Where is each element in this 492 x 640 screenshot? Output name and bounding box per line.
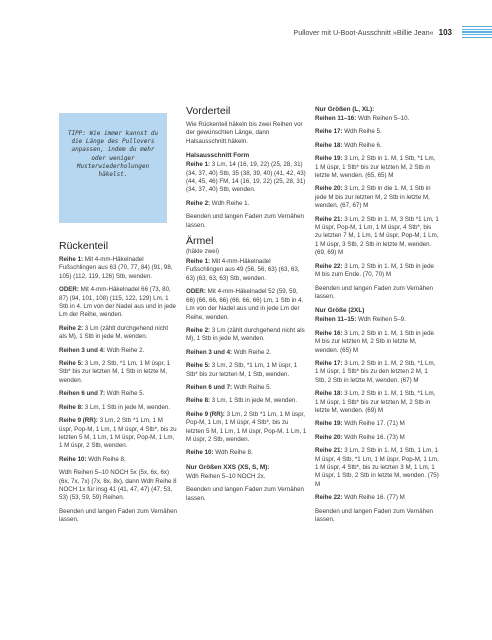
paragraph: Reihe 10: Wdh Reihe 8. bbox=[59, 455, 126, 463]
column-large-sizes bbox=[315, 106, 439, 529]
section-heading-sleeve: Ärmel bbox=[186, 235, 214, 248]
tip-box bbox=[59, 113, 167, 223]
column-back-piece bbox=[59, 240, 177, 530]
paragraph: Reihe 9 (RR): 3 Lm, 2 Stb *1 Lm, 1 M üspr, Pop-M, 1 Lm, 1 M üspr, 4 Stb*, bis zu letzten 5 M, 1 Lm, 1 M üspr, Pop-M, 1 Lm, 1 M üspr, 2 Stb, wenden. bbox=[186, 410, 307, 443]
paragraph: Reihe 1: Mit 4-mm-Häkelnadel Fußschlingen aus 49 (56, 56, 63) (63, 63, 63) (63, 63, 63) Stb, wenden. bbox=[186, 258, 300, 282]
paragraph: Reihe 20: 3 Lm, 2 Stb in die 1. M, 1 Stb in jede M bis zur letzten M, 2 Stb in letzte M, wenden. (67, 67) M bbox=[315, 185, 431, 210]
paragraph: Reihen 6 und 7: Wdh Reihe 5. bbox=[59, 390, 145, 398]
sub-heading-sizes-xxs-m: Nur Größen XXS (XS, S, M): bbox=[186, 463, 270, 471]
paragraph: Beenden und langen Faden zum Vernähen lassen. bbox=[59, 507, 177, 524]
section-heading-front: Vorderteil bbox=[186, 105, 231, 117]
sub-heading-size-2xl: Nur Größe (2XL) bbox=[315, 307, 365, 315]
running-header bbox=[246, 28, 452, 37]
sub-heading-sizes-l-xl: Nur Größen (L, XL): bbox=[315, 106, 375, 113]
paragraph: Reihe 21: 3 Lm, 2 Stb in 1. M, 3 Stb *1 Lm, 1 M üspr, Pop-M, 1 Lm, 1 M üspr, 4 Stb*, bis zu letzten 7 M, 1 Lm, 1 M üspr, Pop-M, 1 Lm, 1 M üspr, 3 Stb, 2 Stb in letzte M, wenden. (69, 69) M bbox=[315, 215, 439, 257]
paragraph: Reihe 18: Wdh Reihe 6. bbox=[315, 141, 382, 149]
paragraph: Reihe 5: 3 Lm, 2 Stb, *1 Lm, 1 M üspr, 1 Stb* bis zur letzten M, 1 Stb in letzte M, wenden. bbox=[59, 360, 171, 384]
paragraph: Reihen 3 und 4: Wdh Reihe 2. bbox=[186, 348, 272, 356]
paragraph: Reihen 6 und 7: Wdh Reihe 5. bbox=[186, 383, 272, 391]
paragraph: Wie Rückenteil häkeln bis zwei Reihen vor der gewünschten Länge, dann Halsausschnitt häkeln. bbox=[186, 121, 303, 145]
section-heading-back: Rückenteil bbox=[59, 240, 109, 252]
paragraph: Reihe 5: 3 Lm, 2 Stb, *1 Lm, 1 M üspr, 1 Stb* bis zur letzten M, 1 Stb, wenden. bbox=[186, 362, 298, 378]
paragraph: Reihen 3 und 4: Wdh Reihe 2. bbox=[59, 346, 145, 354]
paragraph: Reihen 11–15: Wdh Reihen 5–9. bbox=[315, 316, 406, 324]
paragraph: Reihe 8: 3 Lm, 1 Stb in jede M, wenden. bbox=[186, 397, 298, 405]
sub-heading-neckline: Halsausschnitt Form bbox=[186, 152, 250, 160]
paragraph: Reihe 10: Wdh Reihe 8. bbox=[186, 449, 253, 457]
paragraph: Reihe 17: Wdh Reihe 5. bbox=[315, 128, 382, 136]
paragraph: Reihe 8: 3 Lm, 1 Stb in jede M, wenden. bbox=[59, 403, 171, 411]
column-front-and-sleeve bbox=[186, 105, 308, 508]
paragraph: Reihe 2: Wdh Reihe 1. bbox=[186, 199, 250, 207]
paragraph: Beenden und langen Faden zum Vernähen lassen. bbox=[186, 486, 304, 502]
paragraph: Reihe 19: Wdh Reihe 17. (71) M bbox=[315, 420, 405, 428]
tip-text: TIPP: Wie immer kannst du die Länge des Pullovers anpassen, indem du mehr oder weniger Musterwiederholungen häkelst. bbox=[67, 130, 159, 179]
paragraph: Reihe 9 (RR): 3 Lm, 2 Stb *1 Lm, 1 M üspr, Pop-M, 1 Lm, 1 M üspr, 4 Stb*, bis zu letzten 5 M, 1 Lm, 1 M üspr, Pop-M, 1 Lm, 1 M üspr, 2 Stb, wenden. bbox=[59, 417, 177, 450]
paragraph: Reihe 16: 3 Lm, 2 Stb in 1. M, 1 Stb in jede M bis zur letzten M, 2 Stb in letzte M, wenden. (65) M bbox=[315, 329, 435, 354]
paragraph: Reihe 1: Mit 4-mm-Häkelnadel Fußschlingen aus 63 (70, 77, 84) (91, 98, 105) (112, 119, 126) Stb, wenden. bbox=[59, 256, 173, 280]
paragraph: Beenden und langen Faden zum Vernähen lassen. bbox=[315, 284, 433, 300]
paragraph: Reihe 22: Wdh Reihe 16. (77) M bbox=[315, 494, 405, 502]
paragraph: Reihe 17: 3 Lm, 2 Stb in 1. M, 2 Stb, *1 Lm, 1 M üspr, 1 Stb* bis zu den letzten 2 M, 1 Stb, 2 Stb in letzte M, wenden. (67) M bbox=[315, 359, 436, 384]
paragraph: ODER: Mit 4-mm-Häkelnadel 52 (59, 59, 66) (66, 66, 66) (66, 66, 66) Lm, 1 Stb in 4. Lm von der Nadel aus und in jede Lm der Reihe, wenden. bbox=[186, 288, 304, 321]
page-number: 103 bbox=[438, 28, 452, 37]
paragraph: Reihe 2: 3 Lm (zählt durchgehend nicht als M), 1 Stb in jede M, wenden. bbox=[59, 324, 169, 341]
paragraph: ODER: Mit 4-mm-Häkelnadel 66 (73, 80, 87) (94, 101, 108) (115, 122, 129) Lm, 1 Stb in 4. Lm von der Nadel aus und in jede Lm der Reihe, wenden. bbox=[59, 286, 176, 319]
paragraph: Reihe 1: 3 Lm, 14 (16, 19, 22) (25, 28, 31) (34, 37, 40) Stb, 35 (38, 39, 40) (41, 42, 43) (44, 45, 46) FM, 14 (16, 19, 22) (25, 28, 31) (34, 37, 40) Stb, wenden. bbox=[186, 161, 306, 194]
sleeve-note: (häkle zwei) bbox=[186, 248, 220, 256]
paragraph: Beenden und langen Faden zum Vernähen lassen. bbox=[315, 507, 433, 524]
paragraph: Reihen 11–16: Wdh Reihen 5–10. bbox=[315, 115, 410, 122]
header-title: Pullover mit U-Boot-Ausschnitt »Billie Jean« bbox=[293, 28, 434, 37]
paragraph: Reihe 22: 3 Lm, 2 Stb in 1. M, 1 Stb in jede M bis zum Ende. (70, 70) M bbox=[315, 262, 435, 279]
paragraph: Beenden und langen Faden zum Vernähen lassen. bbox=[186, 213, 304, 229]
paragraph: Reihe 21: 3 Lm, 2 Stb in 1. M, 1 Stb, 1 Lm, 1 M üspr, 4 Stb, *1 Lm, 1 M üspr, Pop-M, 1 Lm, 1 M üspr, 4 Stb*, bis zu letzten 3 M, 1 Lm, 1 M üspr, 1 Stb, 2 Stb in letzte M, wenden. (75) M bbox=[315, 447, 439, 488]
paragraph: Reihe 20: Wdh Reihe 16. (73) M bbox=[315, 433, 405, 441]
paragraph: Reihe 19: 3 Lm, 2 Stb in 1. M, 1 Stb, *1 Lm, 1 M üspr, 1 Stb* bis zur letzten M, 2 Stb in letzte M, wenden. (65, 65) M bbox=[315, 155, 436, 180]
paragraph: Reihe 2: 3 Lm (zählt durchgehend nicht als M), 1 Stb in jede M, wenden. bbox=[186, 326, 305, 343]
paragraph: Wdh Reihen 5–10 NOCH 2x. bbox=[186, 472, 266, 480]
paragraph: Wdh Reihen 5–10 NOCH 5x (5x, 6x, 6x) (6x, 7x, 7x) (7x, 8x, 8x), dann Wdh Reihe 8 NOCH 1x für insg 41 (41, 47, 47) (47, 53, 53) (53, 59, 59) Reihen. bbox=[59, 469, 177, 502]
decorative-stripes bbox=[462, 26, 492, 38]
paragraph: Reihe 18: 3 Lm, 2 Stb in 1. M, 1 Stb, *1 Lm, 1 M üspr, 1 Stb* bis zur letzten M, 2 Stb in letzte M, wenden. (69) M bbox=[315, 390, 436, 414]
